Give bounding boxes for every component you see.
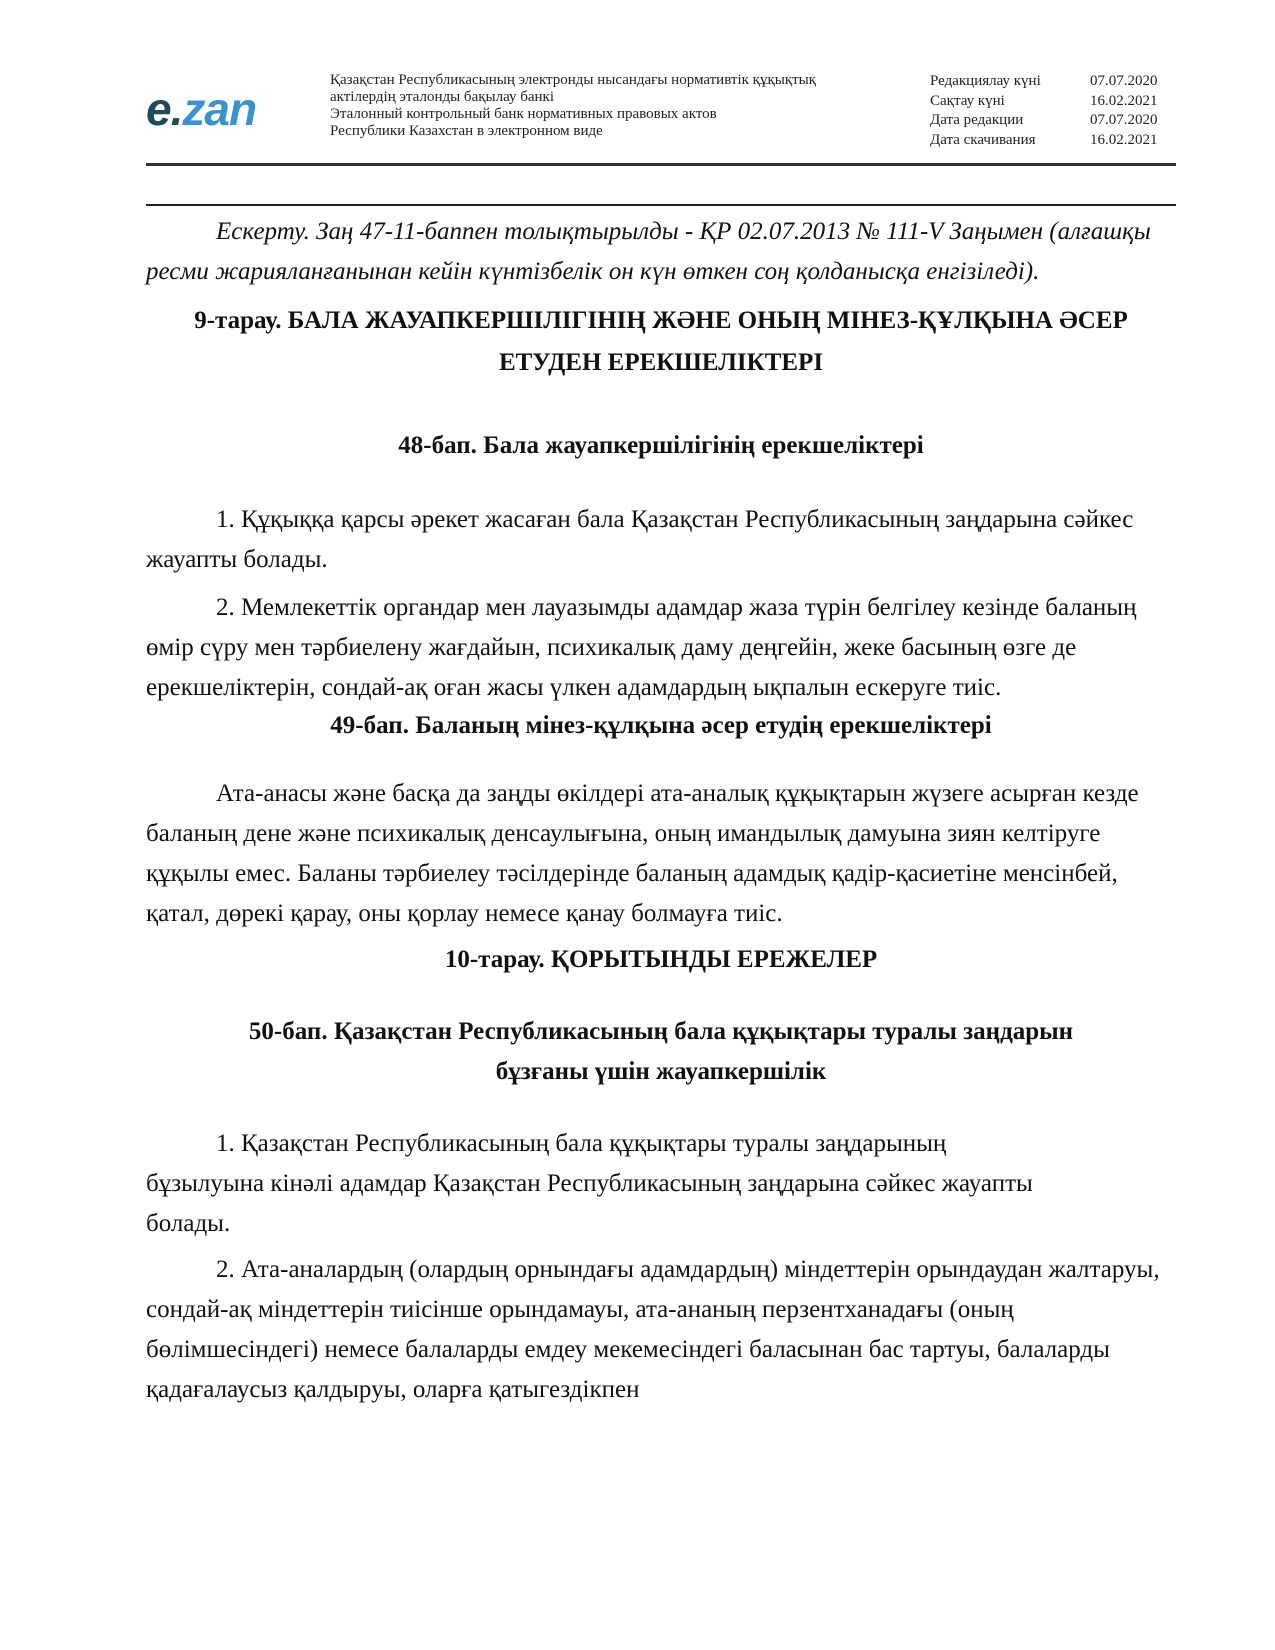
meta-row bbox=[930, 92, 1158, 112]
article-50-heading: 50-бап. Қазақстан Республикасының бала құқықтары туралы заңдарын бұзғаны үшін жауапкершілік bbox=[248, 1018, 1074, 1085]
article-50-paragraph-1: 1. Қазақстан Республикасының бала құқықтары туралы заңдарының бұзылуына кінәлі адамдар Қазақстан Республикасының заңдарына сәйкес жауапты болады. bbox=[146, 1130, 1033, 1237]
header-divider bbox=[146, 163, 1176, 166]
meta-row bbox=[930, 72, 1158, 92]
amendment-note: Ескерту. Заң 47-11-баппен толықтырылды - ҚР 02.07.2013 № 111-V Заңымен (алғашқы ресми жарияланғанынан кейін күнтізбелік он күн өткен соң қолданысқа енгізіледі). bbox=[146, 218, 1151, 285]
article-48-paragraph-2: 2. Мемлекеттік органдар мен лауазымды адамдар жаза түрін белгілеу кезінде баланың өмір сүру мен тәрбиелену жағдайын, психикалық даму деңгейін, жеке басының өзге де ерекшеліктерін, сондай-ақ оған жасы үлкен адамдардың ықпалын ескеруге тиіс. bbox=[146, 594, 1137, 701]
meta-label: Дата скачивания bbox=[930, 131, 1036, 148]
bank-line: Эталонный контрольный банк нормативных правовых актов bbox=[330, 106, 717, 122]
bank-line: Республики Казахстан в электронном виде bbox=[330, 123, 603, 139]
article-48-paragraph-1: 1. Құқыққа қарсы әрекет жасаған бала Қазақстан Республикасының заңдарына сәйкес жауапты болады. bbox=[146, 506, 1134, 573]
bank-line: актілердің эталонды бақылау банкі bbox=[330, 89, 554, 105]
bank-line: Қазақстан Республикасының электронды нысандағы нормативтік құқықтық bbox=[330, 72, 817, 88]
meta-value: 16.02.2021 bbox=[1090, 131, 1158, 148]
meta-value: 07.07.2020 bbox=[1090, 73, 1158, 89]
meta-row bbox=[930, 111, 1158, 131]
document-body bbox=[146, 212, 1176, 1410]
article-49-heading: 49-бап. Баланың мінез-құлқына әсер етудің ерекшеліктері bbox=[330, 712, 992, 739]
article-49-paragraph: Ата-анасы және басқа да заңды өкілдері ата-аналық құқықтарын жүзеге асырған кезде баланың дене және психикалық денсаулығына, оның имандылық дамуына зиян келтіруге құқылы емес. Баланы тәрбиелеу тәсілдерінде баланың адамдық қадір-қасиетіне менсінбей, қатал, дөрекі қарау, оны қорлау немесе қанау болмауға тиіс. bbox=[146, 780, 1139, 927]
document-header bbox=[146, 68, 1176, 164]
date-meta bbox=[930, 72, 1158, 150]
meta-row bbox=[930, 131, 1158, 151]
meta-label: Редакциялау күні bbox=[930, 73, 1041, 89]
chapter-10-heading: 10-тарау. ҚОРЫТЫНДЫ ЕРЕЖЕЛЕР bbox=[444, 946, 878, 973]
article-48-heading: 48-бап. Бала жауапкершілігінің ерекшеліктері bbox=[398, 432, 924, 459]
meta-label: Дата редакции bbox=[930, 112, 1024, 128]
bank-description bbox=[330, 72, 816, 140]
article-50-paragraph-2: 2. Ата-аналардың (олардың орнындағы адамдардың) міндеттерін орындаудан жалтаруы, сондай-ақ міндеттерін тиісінше орындамауы, ата-ананың перзентханадағы (оның бөлімшесіндегі) немесе балаларды емдеу мекемесіндегі баласынан бас тартуы, балаларды қадағалаусыз қалдыруы, оларға қатыгездікпен bbox=[146, 1256, 1160, 1403]
logo-e: e. bbox=[146, 83, 183, 135]
meta-value: 16.02.2021 bbox=[1090, 92, 1158, 109]
meta-value: 07.07.2020 bbox=[1090, 112, 1158, 128]
ezan-logo bbox=[146, 82, 256, 136]
logo-zan: zan bbox=[182, 83, 257, 135]
meta-label: Сақтау күні bbox=[930, 92, 1005, 109]
content-divider bbox=[146, 204, 1176, 206]
chapter-9-heading: 9-тарау. БАЛА ЖАУАПКЕРШІЛІГІНІҢ ЖӘНЕ ОНЫҢ МІНЕЗ-ҚҰЛҚЫНА ӘСЕР ЕТУДЕН ЕРЕКШЕЛІКТЕРІ bbox=[194, 307, 1128, 376]
